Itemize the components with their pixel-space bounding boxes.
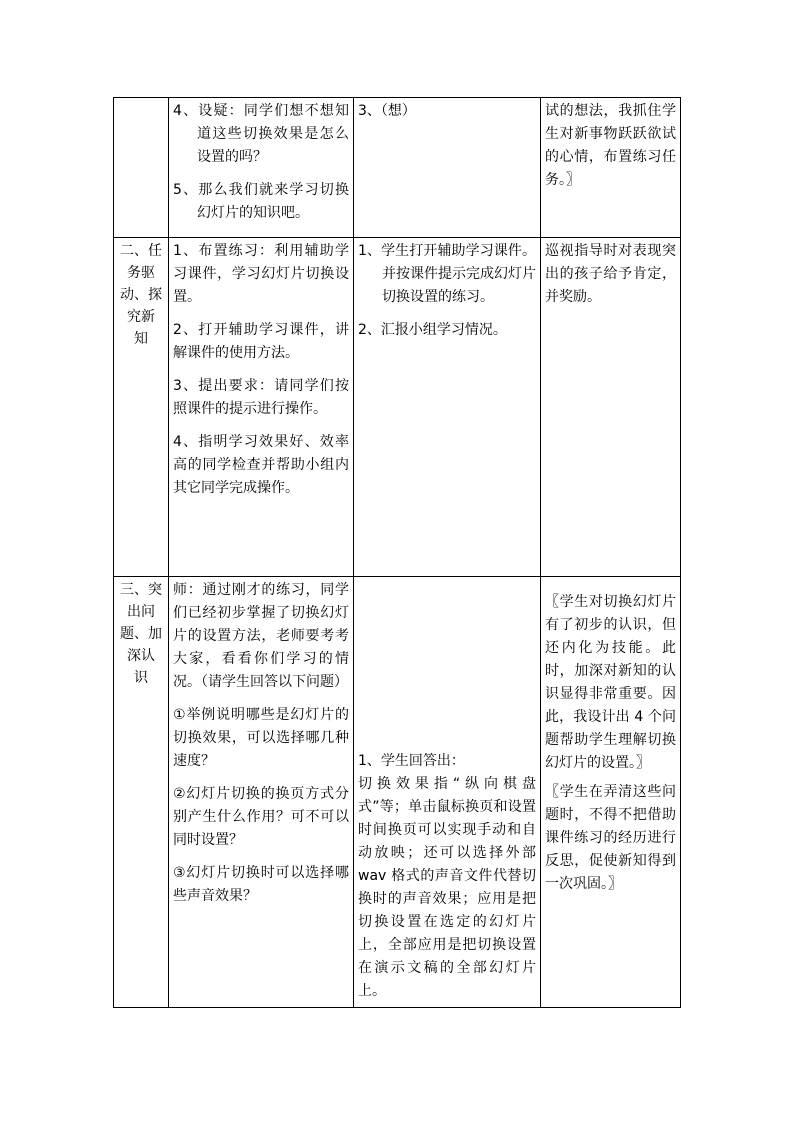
student-step: 1、学生打开辅助学习课件。并按课件提示完成幻灯片切换设置的练习。 [358,243,536,305]
design-intent-text: 试的想法，我抓住学生对新事物跃跃欲试的心情，布置练习任务。〗 [545,103,676,188]
stage-cell [114,238,169,577]
stage-label: 二、任 务驱 动、探 究新 知 [120,243,162,347]
design-intent-cell [541,577,681,1008]
teacher-question: ②幻灯片切换的换页方式分别产生什么作用？可不可以同时设置？ [173,786,349,848]
teacher-activity-cell [169,98,354,238]
teacher-step: 2、打开辅助学习课件，讲解课件的使用方法。 [173,322,349,361]
student-step: 3、（想） [358,103,416,119]
student-activity-cell [354,98,541,238]
lesson-plan-table [113,97,681,1008]
stage-cell [114,98,169,238]
stage-label: 三、突 出问 题、加 深认 识 [120,582,162,686]
stage-cell [114,577,169,1008]
teacher-step: 3、提出要求：请同学们按照课件的提示进行操作。 [173,378,349,417]
design-intent-cell [541,238,681,577]
teacher-question: ③幻灯片切换时可以选择哪些声音效果？ [173,865,349,904]
table-row [114,98,681,238]
student-step: 2、汇报小组学习情况。 [358,322,507,338]
teacher-step: 4、指明学习效果好、效率高的同学检查并帮助小组内其它同学完成操作。 [173,434,349,496]
teacher-step: 5、那么我们就来学习切换幻灯片的知识吧。 [173,182,349,221]
student-step: 1、学生回答出： [358,753,465,769]
design-intent-text: 〖学生在弄清这些问题时，不得不把借助课件练习的经历进行反思，促使新知得到一次巩固。〗 [545,784,676,892]
student-answer: 切换效果指“纵向棋盘式”等；单击鼠标换页和设置时间换页可以实现手动和自动放映；还可以选择外部 wav 格式的声音文件代替切换时的声音效果；应用是把切换设置在选定的幻灯片上，全部应用是把切换设置在演示文稿的全部幻灯片上。 [358,776,536,999]
teacher-step: 4、设疑：同学们想不想知道这些切换效果是怎么设置的吗？ [173,103,349,165]
teacher-question: ①举例说明哪些是幻灯片的切换效果，可以选择哪几种速度？ [173,707,349,769]
teacher-step: 1、布置练习：利用辅助学习课件，学习幻灯片切换设置。 [173,243,349,305]
student-activity-cell [354,577,541,1008]
table-row [114,238,681,577]
teacher-activity-cell [169,577,354,1008]
student-activity-cell [354,238,541,577]
design-intent-text: 巡视指导时对表现突出的孩子给予肯定，并奖励。 [545,243,676,305]
table-row [114,577,681,1008]
design-intent-text: 〖学生对切换幻灯片有了初步的认识，但还内化为技能。此时，加深对新知的认识显得非常重要。因此，我设计出 4 个问题帮助学生理解切换幻灯片的设置。〗 [545,594,676,771]
design-intent-cell [541,98,681,238]
teacher-activity-cell [169,238,354,577]
teacher-question: 师：通过刚才的练习，同学们已经初步掌握了切换幻灯片的设置方法，老师要考考大家，看看你们学习的情况。（请学生回答以下问题） [173,582,349,690]
